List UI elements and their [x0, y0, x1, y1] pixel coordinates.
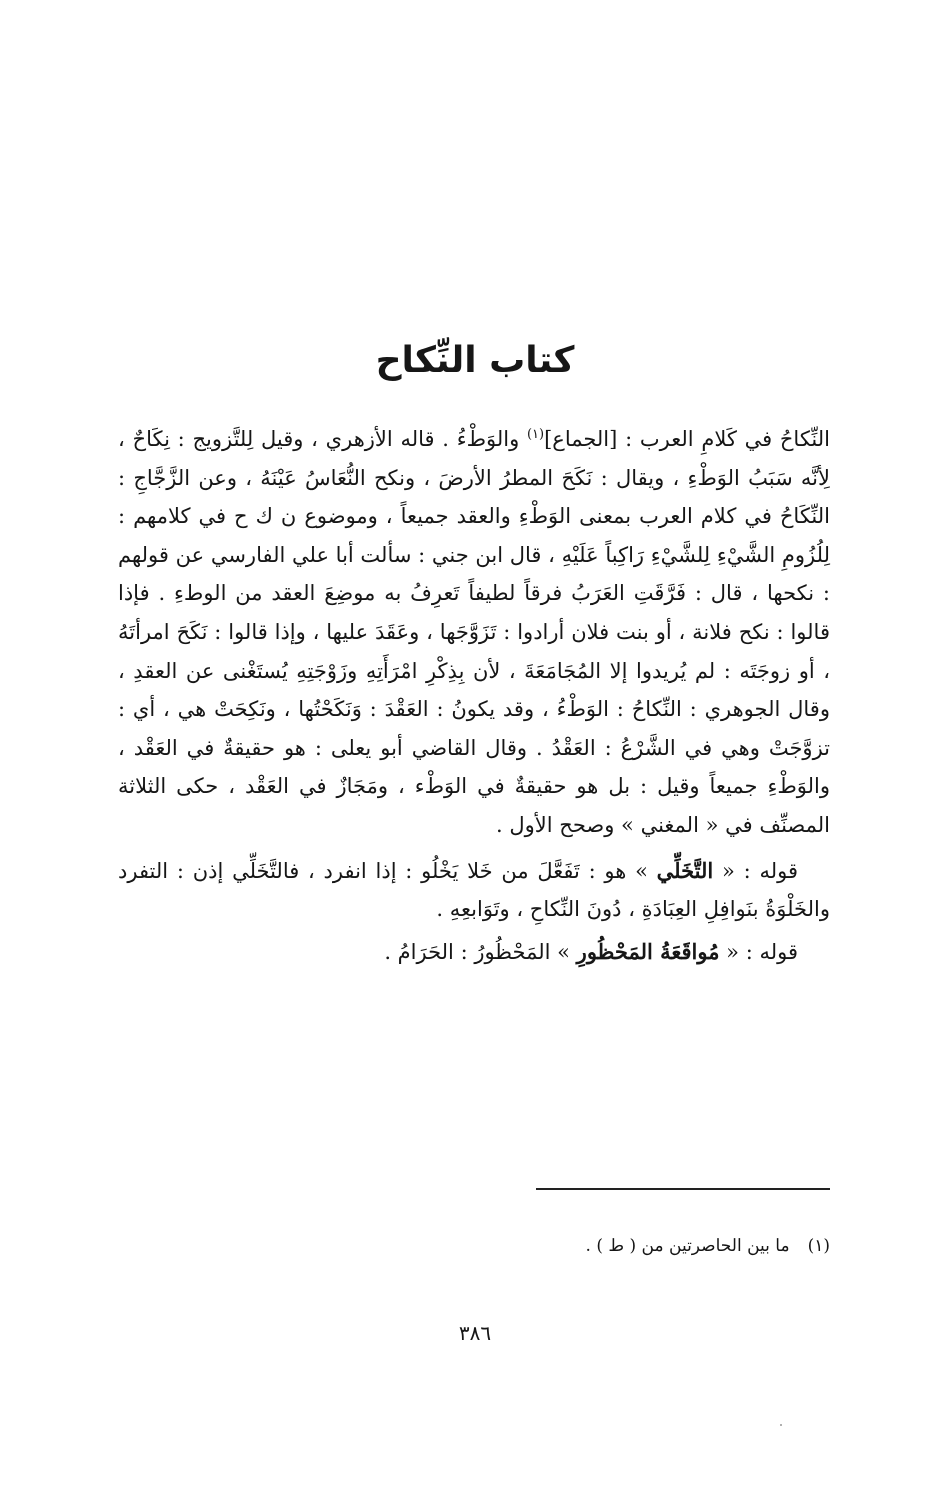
- paragraph-definition-intro: النِّكاحُ في كَلامِ العرب : [الجماع]: [544, 427, 830, 451]
- paragraph-takhalli-body: » هو : تَفَعَّلَ من خَلا يَخْلُو : إذا انفرد ، فالتَّخَلِّي إذن : التفرد والخَلْوَةُ بنَوافِلِ العِبَادَةِ ، دُونَ النِّكاحِ ، وتَوَابعِهِ .: [118, 858, 830, 922]
- paragraph-mahzur-prefix: قوله : «: [719, 939, 798, 964]
- term-takhalli: التَّخَلِّي: [656, 857, 714, 883]
- footnote-reference[interactable]: (١): [526, 427, 545, 442]
- paragraph-definition: [118, 420, 830, 845]
- paragraph-mahzur-body: » المَحْظُورُ : الحَرَامُ .: [384, 939, 577, 964]
- paragraph-definition-body: والوَطْءُ . قاله الأزهري ، وقيل لِلتَّزويج : نِكَاحٌ ، لِأنَّه سَبَبُ الوَطْءِ ، ويقال : نَكَحَ المطرُ الأرضَ ، ونكح النُّعَاسُ عَيْنَهُ ، وعن الزَّجَّاجِ : النِّكَاحُ في كلام العرب بمعنى الوَطْءِ والعقد جميعاً ، وموضوع ن ك ح في كلامهم : لِلُزُومِ الشَّيْءِ لِلشَّيْءِ رَاكِباً عَلَيْهِ ، قال ابن جني : سألت أبا علي الفارسي عن قولهم : نكحها ، قال : فَرَّقَتِ العَرَبُ فرقاً لطيفاً تَعرِفُ به موضِعَ العقد من الوطءِ . فإذا قالوا : نكح فلانة ، أو بنت فلان أرادوا : تَزَوَّجَها ، وعَقَدَ عليها ، وإذا قالوا : نَكَحَ امرأتَهُ ، أو زوجَتَه : لم يُريدوا إلا المُجَامَعَةَ ، لأن بِذِكْرِ امْرَأَتِهِ وزَوْجَتِهِ يُستَغْنى عن العقدِ ، وقال الجوهري : النِّكاحُ : الوَطْءُ ، وقد يكونُ : العَقْدَ : وَنَكَحْتُها ، ونَكِحَتْ هي ، أي : تزوَّجَتْ وهي في الشَّرْعُ : العَقْدُ . وقال القاضي أبو يعلى : هو حقيقةٌ في العَقْد ، والوَطْءِ جميعاً وقيل : بل هو حقيقةٌ في الوَطْء ، ومَجَازٌ في العَقْد ، حكى الثلاثة المصنِّف في « المغني » وصحح الأول .: [118, 427, 830, 837]
- footnote-text: ما بين الحاصرتين من ( ط ) .: [585, 1236, 790, 1256]
- footnote: [118, 1232, 830, 1260]
- footnote-number: (١): [807, 1236, 830, 1256]
- term-mahzur: مُواقَعَةُ المَحْظُورِ: [576, 938, 720, 964]
- paragraph-takhalli-prefix: قوله : «: [713, 858, 798, 883]
- scan-speck: [780, 1424, 782, 1426]
- main-text: [118, 420, 830, 971]
- paragraph-mahzur: [118, 933, 830, 972]
- chapter-title: كتاب النِّكاح: [375, 340, 575, 382]
- footnote-divider: [536, 1188, 830, 1190]
- page-number: ٣٨٦: [458, 1321, 492, 1345]
- paragraph-takhalli: [118, 852, 830, 929]
